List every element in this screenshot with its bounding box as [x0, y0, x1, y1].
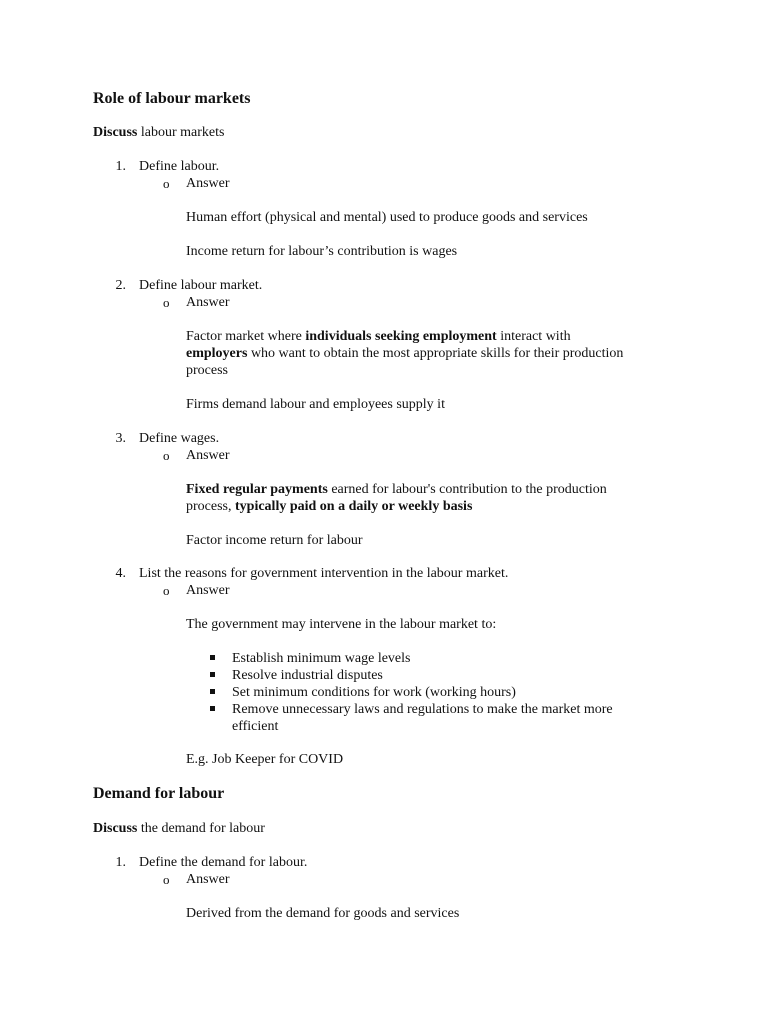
question-text: Define the demand for labour. — [139, 855, 308, 870]
square-bullet-icon — [210, 655, 215, 660]
section-heading: Demand for labour — [93, 785, 225, 802]
answer-paragraph: Firms demand labour and employees supply it — [186, 397, 445, 412]
answer-paragraph: Human effort (physical and mental) used to produce goods and services — [186, 210, 588, 225]
answer-paragraph-line: process — [186, 363, 228, 378]
answer-paragraph-line — [186, 345, 623, 362]
answer-label: Answer — [186, 176, 230, 191]
answer-label: Answer — [186, 872, 230, 887]
discuss-label: Discuss — [93, 821, 138, 836]
answer-paragraph-line — [186, 481, 607, 498]
list-marker: o — [163, 448, 170, 463]
discuss-text: labour markets — [137, 125, 225, 140]
text-run: who want to obtain the most appropriate skills for their production — [247, 346, 624, 361]
list-number: 1. — [115, 855, 126, 870]
answer-label: Answer — [186, 448, 230, 463]
bullet-item: Set minimum conditions for work (working hours) — [232, 685, 516, 700]
question-text: Define labour market. — [139, 278, 263, 293]
list-marker: o — [163, 176, 170, 191]
list-marker: o — [163, 295, 170, 310]
question-text: Define wages. — [139, 431, 220, 446]
discuss-text: the demand for labour — [137, 821, 265, 836]
question-text: Define labour. — [139, 159, 220, 174]
discuss-label: Discuss — [93, 125, 138, 140]
text-run: Factor market where — [186, 329, 306, 344]
answer-paragraph: Derived from the demand for goods and services — [186, 906, 460, 921]
list-marker: o — [163, 872, 170, 887]
bold-text-run: individuals seeking employment — [305, 329, 497, 344]
discuss-line — [93, 124, 224, 141]
answer-label: Answer — [186, 583, 230, 598]
bold-text-run: Fixed regular payments — [186, 482, 328, 497]
text-run: interact with — [496, 329, 571, 344]
text-run: earned for labour's contribution to the production — [327, 482, 607, 497]
discuss-line — [93, 820, 265, 837]
bullet-item: Resolve industrial disputes — [232, 668, 383, 683]
square-bullet-icon — [210, 672, 215, 677]
question-text: List the reasons for government intervention in the labour market. — [139, 566, 509, 581]
answer-paragraph-line — [186, 498, 472, 515]
bullet-item-continuation: efficient — [232, 719, 279, 734]
text-run: process, — [186, 499, 235, 514]
answer-paragraph: Income return for labour’s contribution is wages — [186, 244, 458, 259]
square-bullet-icon — [210, 689, 215, 694]
list-number: 4. — [115, 566, 126, 581]
list-number: 1. — [115, 159, 126, 174]
bullet-item: Remove unnecessary laws and regulations to make the market more — [232, 702, 613, 717]
answer-paragraph: The government may intervene in the labour market to: — [186, 617, 497, 632]
answer-paragraph: E.g. Job Keeper for COVID — [186, 752, 344, 767]
bullet-item: Establish minimum wage levels — [232, 651, 411, 666]
list-number: 3. — [115, 431, 126, 446]
section-heading: Role of labour markets — [93, 90, 251, 107]
square-bullet-icon — [210, 706, 215, 711]
answer-paragraph: Factor income return for labour — [186, 533, 363, 548]
list-marker: o — [163, 583, 170, 598]
bold-text-run: employers — [186, 346, 248, 361]
answer-label: Answer — [186, 295, 230, 310]
answer-paragraph-line — [186, 328, 571, 345]
bold-text-run: typically paid on a daily or weekly basis — [235, 499, 473, 514]
list-number: 2. — [115, 278, 126, 293]
